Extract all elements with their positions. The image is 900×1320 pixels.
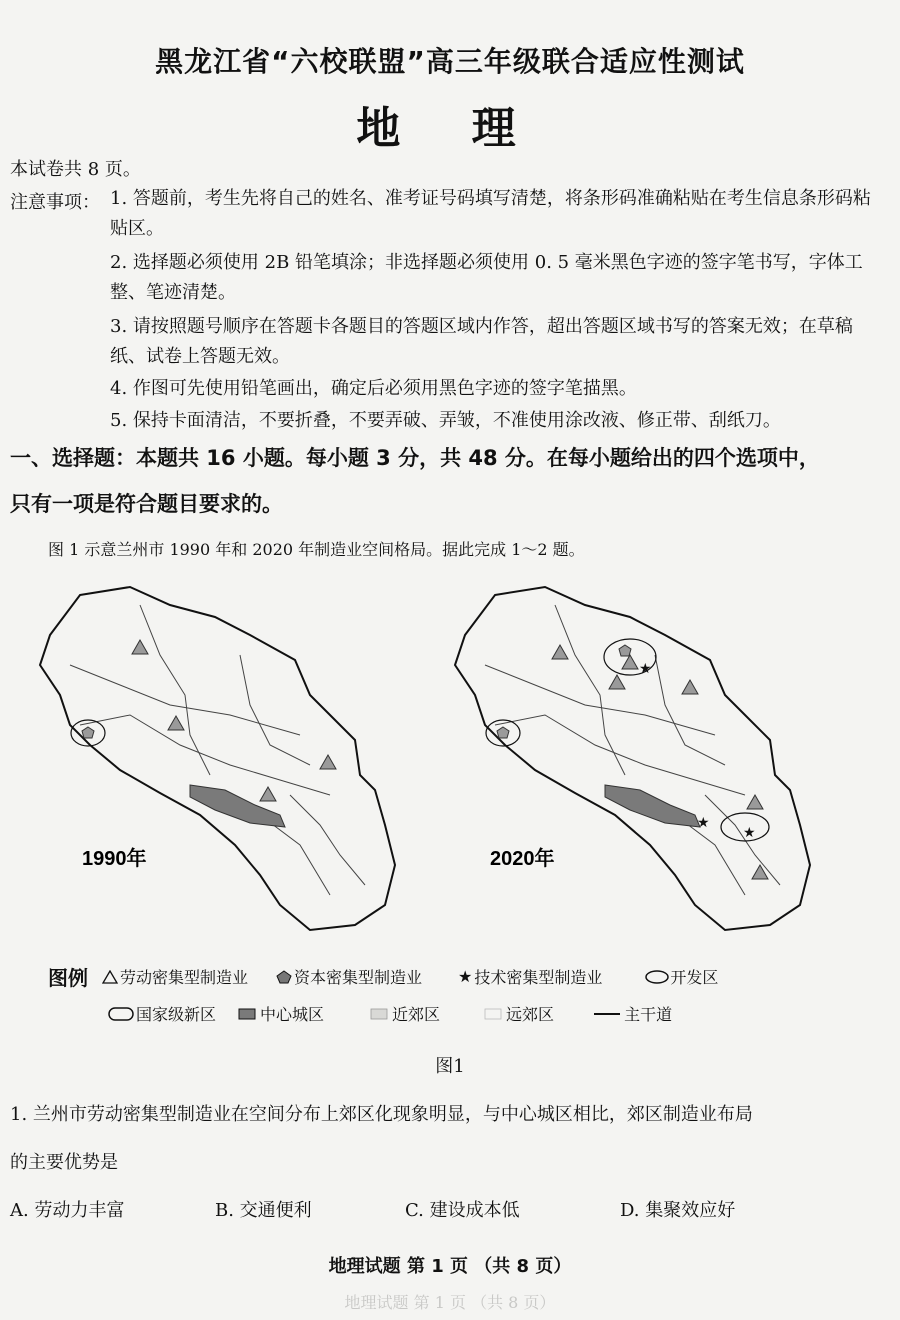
capital-marker	[619, 645, 631, 656]
near-zone-icon	[370, 1007, 390, 1021]
legend-row-2	[108, 1002, 672, 1025]
legend-center-label: 中心城区	[260, 1005, 325, 1024]
capital-marker	[497, 727, 509, 738]
map-1990-outline	[40, 587, 395, 930]
legend-labor	[102, 965, 248, 988]
legend-title: 图例	[48, 966, 88, 990]
question-1-stem-line2: 的主要优势是	[10, 1152, 118, 1173]
legend-center	[238, 1002, 324, 1025]
tech-marker: ★	[697, 815, 710, 831]
labor-marker	[622, 655, 638, 669]
labor-marker	[682, 680, 698, 694]
legend-road	[592, 1002, 672, 1025]
legend-row-1	[48, 962, 718, 991]
note-item-1: 1. 答题前，考生先将自己的姓名、准考证号码填写清楚，将条形码准确粘贴在考生信息条形码粘贴区。	[110, 188, 871, 239]
note-item-5: 5. 保持卡面清洁，不要折叠，不要弄破、弄皱，不准使用涂改液、修正带、刮纸刀。	[110, 410, 781, 431]
legend-labor-label: 劳动密集型制造业	[120, 968, 249, 987]
tech-marker: ★	[743, 825, 756, 841]
section-heading-line2: 只有一项是符合题目要求的。	[10, 492, 283, 516]
labor-marker	[260, 787, 276, 801]
option-b[interactable]: B. 交通便利	[215, 1200, 312, 1221]
legend-near	[370, 1002, 440, 1025]
ellipse-icon	[644, 969, 670, 985]
page-footer: 地理试题 第 1 页 （共 8 页）	[328, 1256, 572, 1277]
legend-devzone	[644, 965, 718, 988]
legend-capital-label: 资本密集型制造业	[294, 968, 423, 987]
legend-far	[484, 1002, 554, 1025]
labor-marker	[320, 755, 336, 769]
far-zone-icon	[484, 1007, 504, 1021]
map-2020-markers	[497, 645, 768, 879]
center-zone-icon	[238, 1007, 258, 1021]
tech-marker: ★	[639, 661, 652, 677]
note-item-2: 2. 选择题必须使用 2B 铅笔填涂；非选择题必须使用 0. 5 毫米黑色字迹的签字笔书写，字体工整、笔迹清楚。	[110, 252, 863, 303]
note-item-3: 3. 请按照题号顺序在答题卡各题目的答题区域内作答，超出答题区域书写的答案无效；在草稿纸、试卷上答题无效。	[110, 316, 853, 367]
map-1990-year: 1990年	[82, 848, 147, 870]
legend-newarea	[108, 1002, 216, 1025]
note-item-4: 4. 作图可先使用铅笔画出，确定后必须用黑色字迹的签字笔描黑。	[110, 378, 637, 399]
star-icon: ★	[458, 967, 473, 986]
option-c[interactable]: C. 建设成本低	[405, 1200, 520, 1221]
road-line-icon	[592, 1007, 622, 1021]
page-count-note: 本试卷共 8 页。	[10, 159, 141, 180]
map-1990-markers	[82, 640, 336, 801]
figure-maps	[10, 565, 890, 955]
labor-marker	[168, 716, 184, 730]
figure-caption: 图1	[435, 1056, 465, 1077]
labor-marker	[609, 675, 625, 689]
legend-road-label: 主干道	[624, 1005, 673, 1024]
triangle-icon	[102, 970, 118, 984]
legend-tech	[458, 965, 602, 988]
question-1-stem-line1: 1. 兰州市劳动密集型制造业在空间分布上郊区化现象明显，与中心城区相比，郊区制造业布局	[10, 1104, 753, 1125]
notes-label: 注意事项：	[10, 192, 100, 213]
labor-marker	[132, 640, 148, 654]
legend-devzone-label: 开发区	[670, 968, 719, 987]
legend-tech-label: 技术密集型制造业	[474, 968, 603, 987]
capital-marker	[82, 727, 94, 738]
map-2020-center-zone	[605, 785, 700, 827]
map-2020-year: 2020年	[490, 848, 555, 870]
legend-newarea-label: 国家级新区	[136, 1005, 217, 1024]
rounded-rect-icon	[108, 1006, 134, 1022]
legend-capital	[276, 965, 422, 988]
subject-title: 地 理	[356, 103, 544, 154]
exam-title: 黑龙江省“六校联盟”高三年级联合适应性测试	[155, 45, 745, 78]
section-heading-line1: 一、选择题：本题共 16 小题。每小题 3 分，共 48 分。在每小题给出的四个选项中，	[10, 446, 820, 470]
labor-marker	[552, 645, 568, 659]
legend-far-label: 远郊区	[506, 1005, 555, 1024]
option-a[interactable]: A. 劳动力丰富	[10, 1200, 125, 1221]
figure-intro: 图 1 示意兰州市 1990 年和 2020 年制造业空间格局。据此完成 1～2 题。	[48, 540, 585, 559]
legend-near-label: 近郊区	[392, 1005, 441, 1024]
bleed-through-text: 地理试题 第 1 页 （共 8 页）	[344, 1293, 556, 1312]
map-1990	[40, 587, 395, 930]
pentagon-icon	[276, 970, 292, 984]
option-d[interactable]: D. 集聚效应好	[620, 1200, 736, 1221]
labor-marker	[747, 795, 763, 809]
